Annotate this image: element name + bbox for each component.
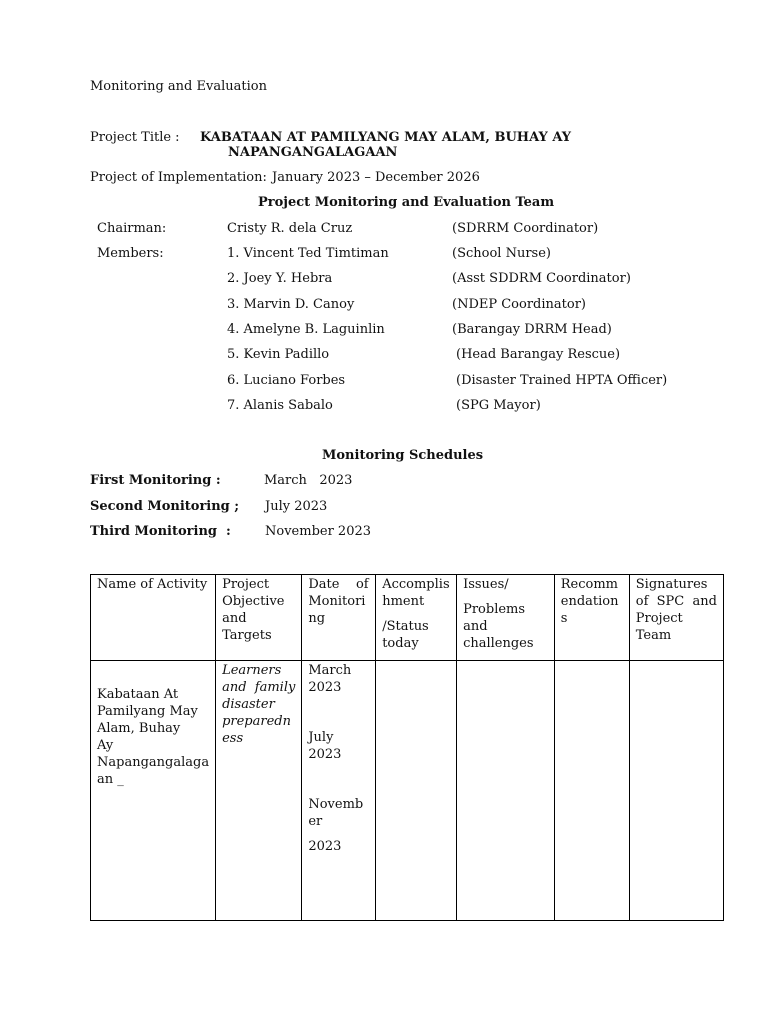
header-accomplishment-line: Accomplis <box>382 577 450 592</box>
date-line: Novemb <box>308 797 364 812</box>
header-recommendations-line: Recomm <box>560 577 618 592</box>
cell-activity <box>91 661 216 921</box>
header-accomplishment-line: today <box>382 636 419 651</box>
objective-line: disaster <box>222 697 275 712</box>
member-role: (NDEP Coordinator) <box>452 297 586 312</box>
schedule-label: First Monitoring : <box>90 473 221 488</box>
chairman-name: Cristy R. dela Cruz <box>227 221 353 236</box>
header-signatures-line: Project <box>635 611 683 626</box>
member-name: 6. Luciano Forbes <box>227 373 346 388</box>
team-title: Project Monitoring and Evaluation Team <box>258 195 555 210</box>
schedule-label: Second Monitoring ; <box>90 499 240 514</box>
header-recommendations-line: endation <box>560 594 619 609</box>
table-row <box>91 661 724 921</box>
cell-recommendations <box>554 661 629 921</box>
member-role: (Disaster Trained HPTA Officer) <box>456 373 668 388</box>
objective-line: preparedn <box>222 714 291 729</box>
member-name: 5. Kevin Padillo <box>227 347 330 362</box>
cell-date <box>302 661 376 921</box>
header-accomplishment <box>376 575 457 661</box>
member-role: (Head Barangay Rescue) <box>456 347 621 362</box>
header-signatures <box>629 575 723 661</box>
activity-line: an _ <box>97 772 124 787</box>
monitoring-table <box>90 574 724 921</box>
header-signatures-line: of SPC and <box>635 594 717 609</box>
header-date <box>302 575 376 661</box>
project-title-line1: KABATAAN AT PAMILYANG MAY ALAM, BUHAY AY <box>200 130 572 145</box>
schedules-title: Monitoring Schedules <box>322 448 484 463</box>
header-issues <box>457 575 555 661</box>
objective-line: and family <box>222 680 296 695</box>
schedule-value: July 2023 <box>265 499 328 514</box>
project-title-label: Project Title : <box>90 130 180 145</box>
table-header-row <box>91 575 724 661</box>
member-role: (SPG Mayor) <box>456 398 541 413</box>
member-name: 2. Joey Y. Hebra <box>227 271 333 286</box>
chairman-role: (SDRRM Coordinator) <box>452 221 599 236</box>
schedule-value: March 2023 <box>264 473 353 488</box>
member-role: (Barangay DRRM Head) <box>452 322 612 337</box>
header-objective-line: and <box>222 611 247 626</box>
cell-issues <box>457 661 555 921</box>
schedule-value: November 2023 <box>265 524 372 539</box>
header-signatures-line: Team <box>635 628 672 643</box>
header-recommendations-line: s <box>560 611 568 626</box>
member-role: (Asst SDDRM Coordinator) <box>452 271 631 286</box>
objective-line: ess <box>222 731 244 746</box>
date-line: March <box>308 663 352 678</box>
date-line: 2023 <box>308 839 342 854</box>
date-line: er <box>308 814 323 829</box>
header-objective <box>216 575 302 661</box>
header-issues-line: and <box>463 619 488 634</box>
header-date-line: Monitori <box>308 594 366 609</box>
header-accomplishment-line: hment <box>382 594 425 609</box>
activity-line: Napangangalaga <box>97 755 210 770</box>
cell-accomplishment <box>376 661 457 921</box>
member-name: 7. Alanis Sabalo <box>227 398 333 413</box>
date-line: July <box>308 730 334 745</box>
header-issues-line: Issues/ <box>463 577 509 592</box>
date-line: 2023 <box>308 747 342 762</box>
chairman-label: Chairman: <box>97 221 167 236</box>
activity-line: Kabataan At <box>97 687 179 702</box>
activity-line: Pamilyang May <box>97 704 198 719</box>
cell-objective <box>216 661 302 921</box>
date-line: 2023 <box>308 680 342 695</box>
member-name: 4. Amelyne B. Laguinlin <box>227 322 385 337</box>
document-heading: Monitoring and Evaluation <box>90 79 267 94</box>
schedule-label: Third Monitoring : <box>90 524 231 539</box>
header-date-line: ng <box>308 611 326 626</box>
header-objective-line: Objective <box>222 594 285 609</box>
header-recommendations <box>554 575 629 661</box>
project-title-line2: NAPANGANGALAGAAN <box>228 145 398 160</box>
header-activity-text: Name of Activity <box>97 577 208 592</box>
member-name: 1. Vincent Ted Timtiman <box>227 246 389 261</box>
activity-line: Ay <box>97 738 114 753</box>
cell-signatures <box>629 661 723 921</box>
header-issues-line: challenges <box>463 636 534 651</box>
header-accomplishment-line: /Status <box>382 619 429 634</box>
header-objective-line: Targets <box>222 628 272 643</box>
header-signatures-line: Signatures <box>635 577 708 592</box>
member-role: (School Nurse) <box>452 246 551 261</box>
objective-line: Learners <box>222 663 282 678</box>
member-name: 3. Marvin D. Canoy <box>227 297 355 312</box>
implementation-value: January 2023 – December 2026 <box>272 170 480 185</box>
header-date-line: Date of <box>308 577 369 592</box>
header-issues-line: Problems <box>463 602 526 617</box>
activity-line: Alam, Buhay <box>97 721 181 736</box>
implementation-label: Project of Implementation: <box>90 170 267 185</box>
header-objective-line: Project <box>222 577 270 592</box>
header-activity <box>91 575 216 661</box>
members-label: Members: <box>97 246 164 261</box>
